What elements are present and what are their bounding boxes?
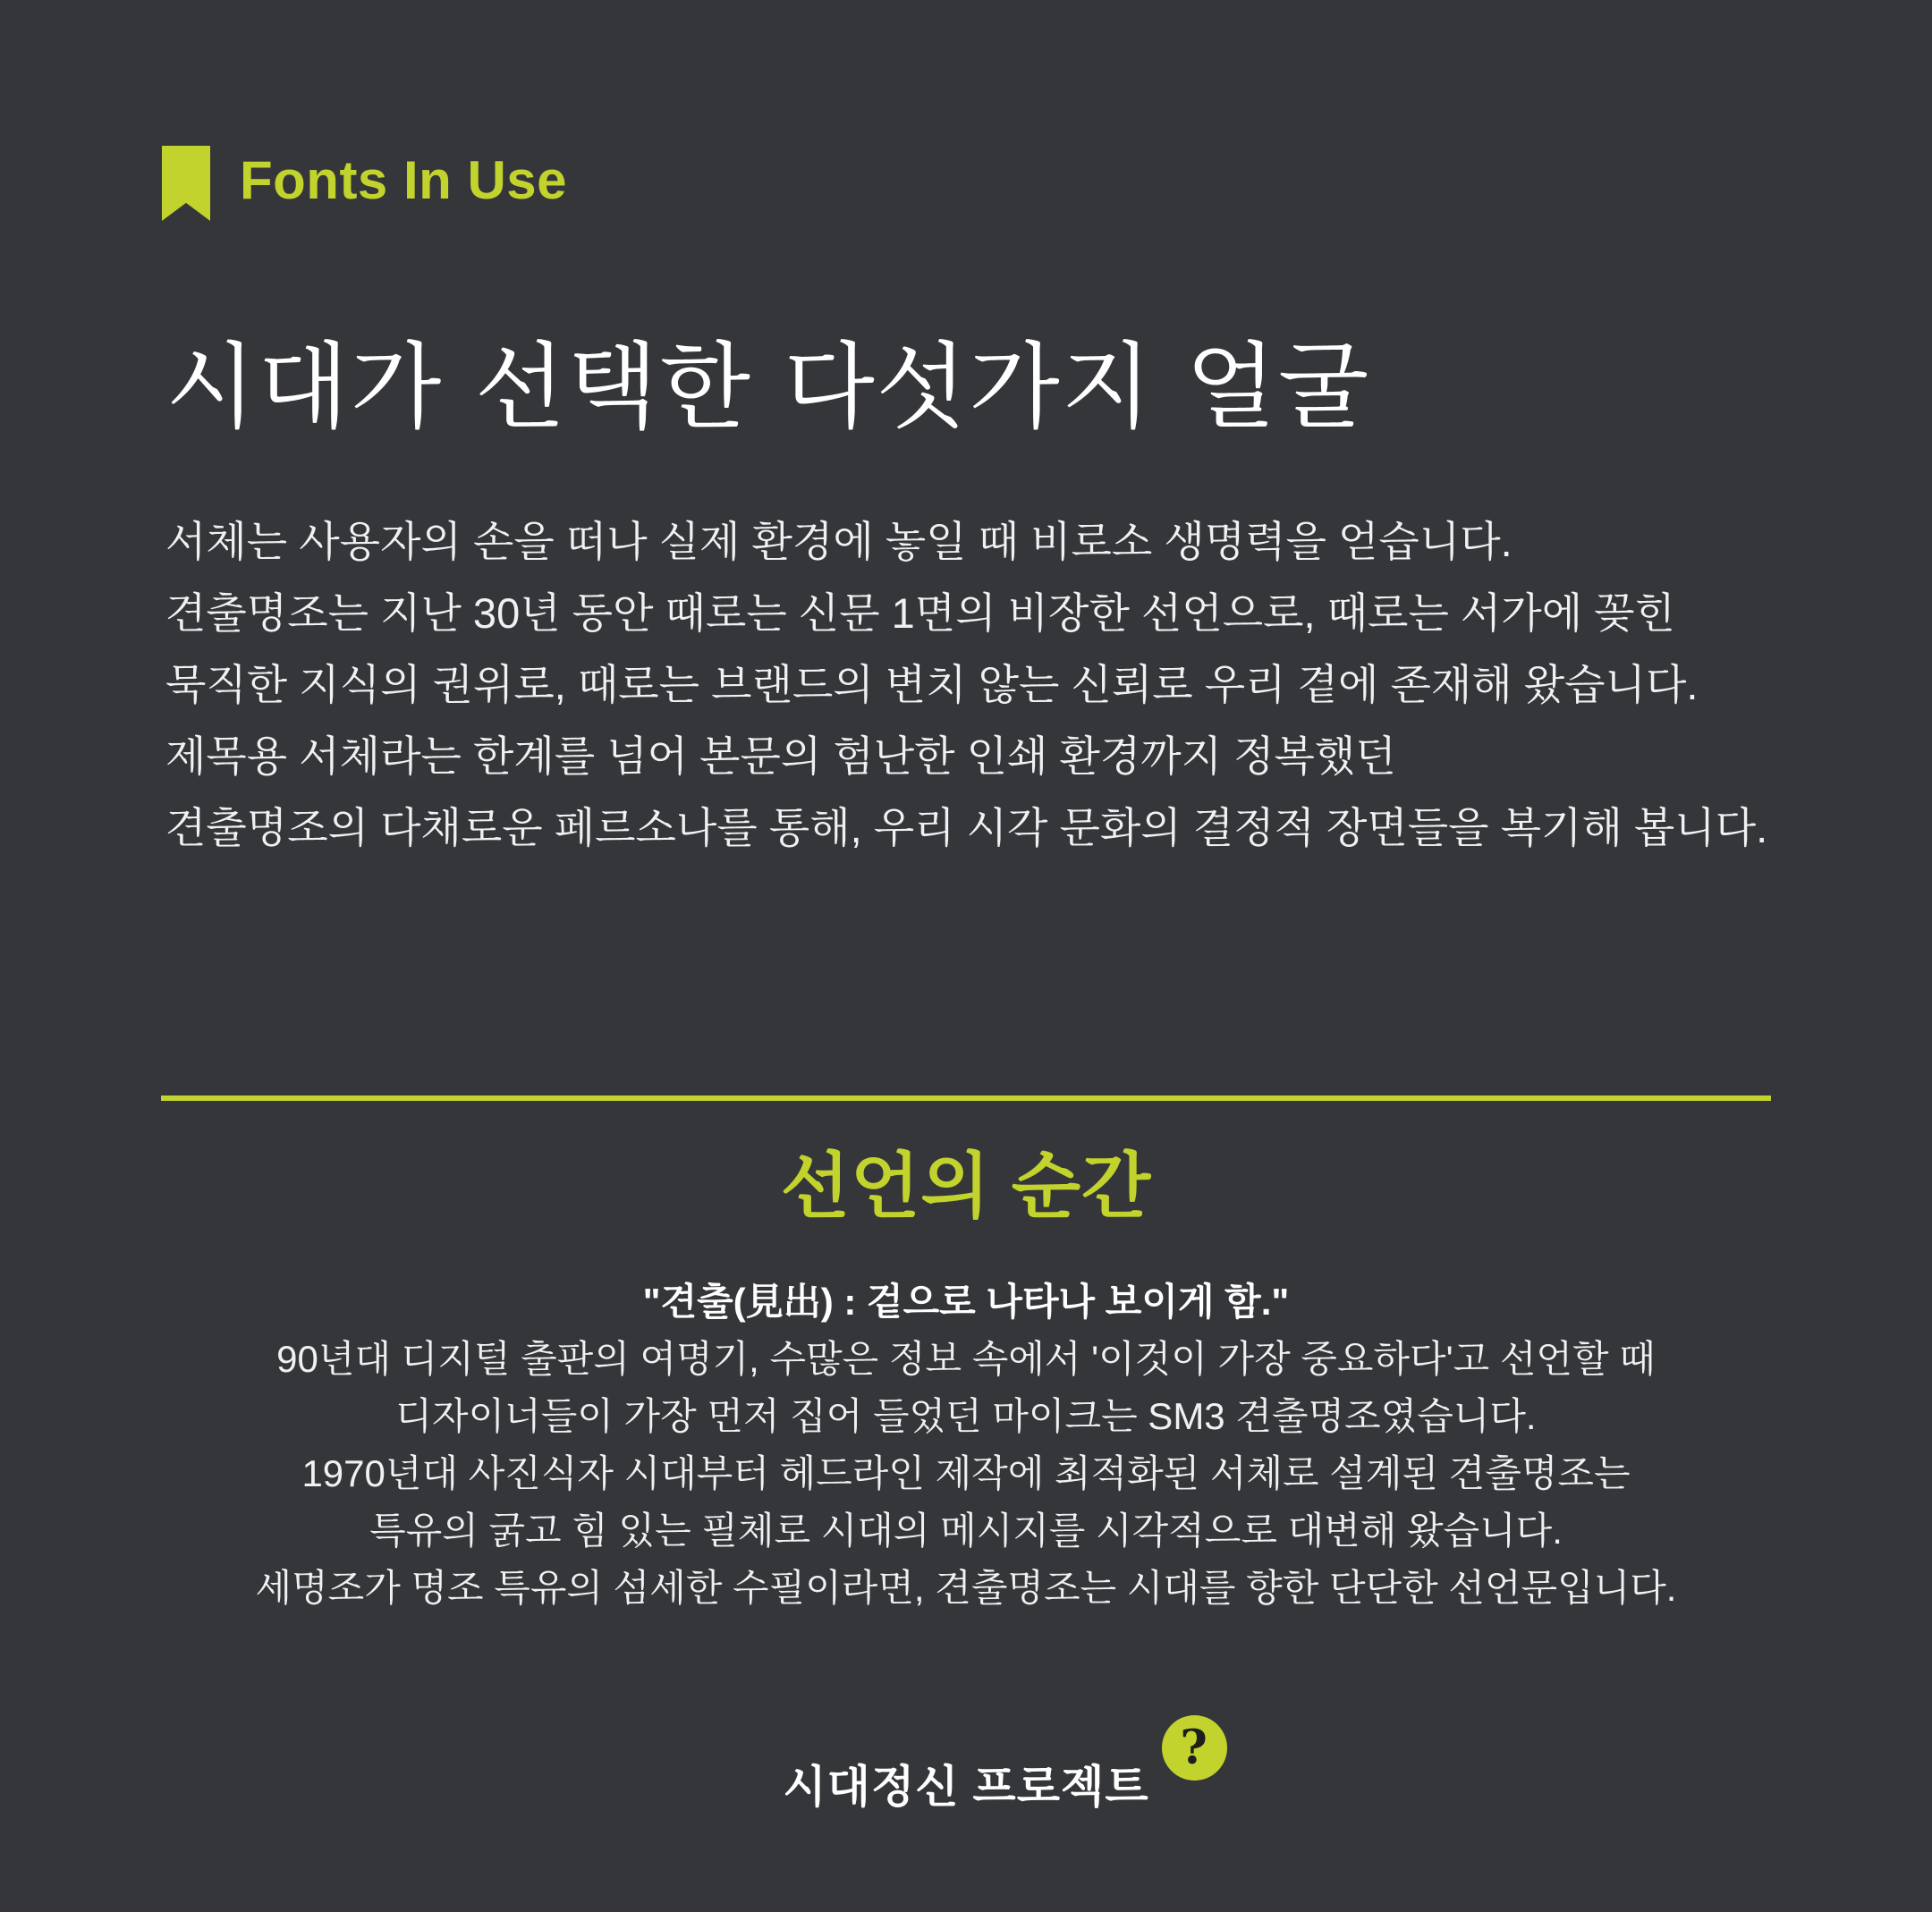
section-body [0, 1273, 1932, 1617]
footer [0, 1721, 1932, 1812]
intro-line: 견출명조의 다채로운 페르소나를 통해, 우리 시각 문화의 결정적 장면들을 복기해 봅니다. [165, 804, 1768, 851]
section-heading: 선언의 순간 [780, 1146, 1152, 1226]
section-line: 90년대 디지털 출판의 여명기, 수많은 정보 속에서 '이것이 가장 중요하다'고 선언할 때 [276, 1338, 1656, 1380]
section-line: 1970년대 사진식자 시대부터 헤드라인 제작에 최적화된 서체로 설계된 견출명조는 [301, 1452, 1631, 1494]
project-name [783, 1721, 1208, 1812]
question-mark-badge[interactable]: ? [1162, 1715, 1227, 1781]
intro-line: 견출명조는 지난 30년 동안 때로는 신문 1면의 비장한 선언으로, 때로는 서가에 꽂힌 [165, 589, 1675, 637]
brand-header [162, 146, 567, 221]
section-divider [161, 1096, 1771, 1101]
page-title: 시대가 선택한 다섯가지 얼굴 [165, 333, 1371, 442]
intro-line: 묵직한 지식의 권위로, 때로는 브랜드의 변치 않는 신뢰로 우리 곁에 존재해 왔습니다. [165, 661, 1699, 708]
section-line: 디자이너들이 가장 먼저 집어 들었던 마이크는 SM3 견출명조였습니다. [395, 1395, 1537, 1437]
brand-label: Fonts In Use [240, 150, 568, 210]
section-line: 세명조가 명조 특유의 섬세한 수필이라면, 견출명조는 시대를 향한 단단한 선언문입니다. [255, 1567, 1677, 1609]
section-line: 특유의 굵고 힘 있는 필체로 시대의 메시지를 시각적으로 대변해 왔습니다. [369, 1510, 1563, 1552]
intro-line: 서체는 사용자의 손을 떠나 실제 환경에 놓일 때 비로소 생명력을 얻습니다. [165, 518, 1513, 565]
definition-quote: "견출(見出) : 겉으로 나타나 보이게 함." [642, 1281, 1290, 1323]
project-name-label: 시대정신 프로젝트 [783, 1762, 1149, 1812]
bookmark-icon [162, 146, 210, 221]
intro-line: 제목용 서체라는 한계를 넘어 본문의 험난한 인쇄 환경까지 정복했던 [165, 732, 1396, 780]
intro-paragraph [165, 506, 1793, 864]
